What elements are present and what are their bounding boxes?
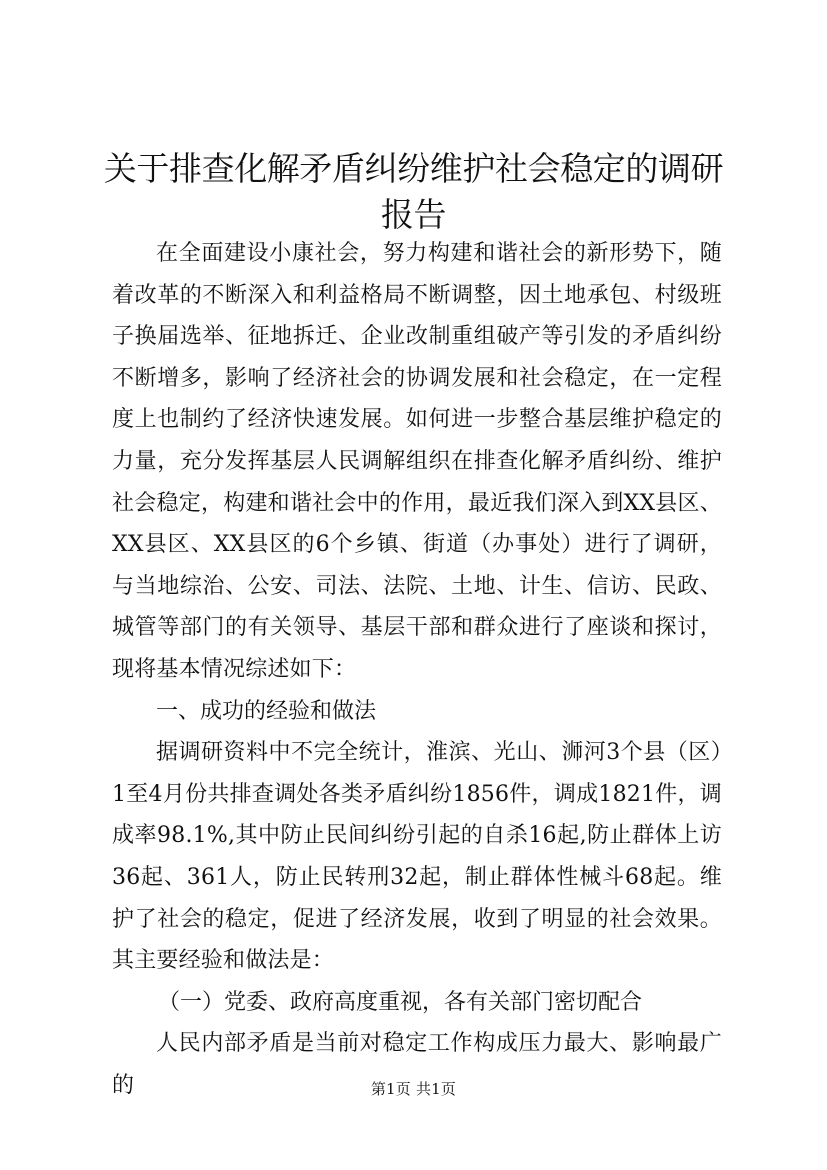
intro-paragraph: 在全面建设小康社会，努力构建和谐社会的新形势下，随着改革的不断深入和利益格局不断调整，因土地承包、村级班子换届选举、征地拆迁、企业改制重组破产等引发的矛盾纠纷不断增多，影响了经济社会的协调发展和社会稳定，在一定程度上也制约了经济快速发展。如何进一步整合基层维护稳定的力量，充分发挥基层人民调解组织在排查化解矛盾纠纷、维护社会稳定，构建和谐社会中的作用，最近我们深入到XX县区、XX县区、XX县区的6个乡镇、街道（办事处）进行了调研，与当地综治、公安、司法、法院、土地、计生、信访、民政、城管等部门的有关领导、基层干部和群众进行了座谈和探讨，现将基本情况综述如下： [112, 241, 722, 682]
section-heading-success-experience: 一、成功的经验和做法 [156, 698, 377, 724]
statistics-paragraph: 据调研资料中不完全统计，淮滨、光山、浉河3个县（区）1至4月份共排查调处各类矛盾纠纷1856件，调成1821件，调成率98.1%,其中防止民间纠纷引起的自杀16起,防止群体上访36起、361人，防止民转刑32起，制止群体性械斗68起。维护了社会的稳定，促进了经济发展，收到了明显的社会效果。其主要经验和做法是： [112, 740, 722, 974]
continuation-paragraph: 人民内部矛盾是当前对稳定工作构成压力最大、影响最广的 [112, 1031, 722, 1098]
subsection-heading-party-government: （一）党委、政府高度重视，各有关部门密切配合 [158, 989, 643, 1015]
page-number-footer: 第1页 共1页 [370, 1080, 457, 1098]
document-body [112, 233, 722, 1106]
document-title: 关于排查化解矛盾纠纷维护社会稳定的调研报告 [103, 149, 724, 234]
